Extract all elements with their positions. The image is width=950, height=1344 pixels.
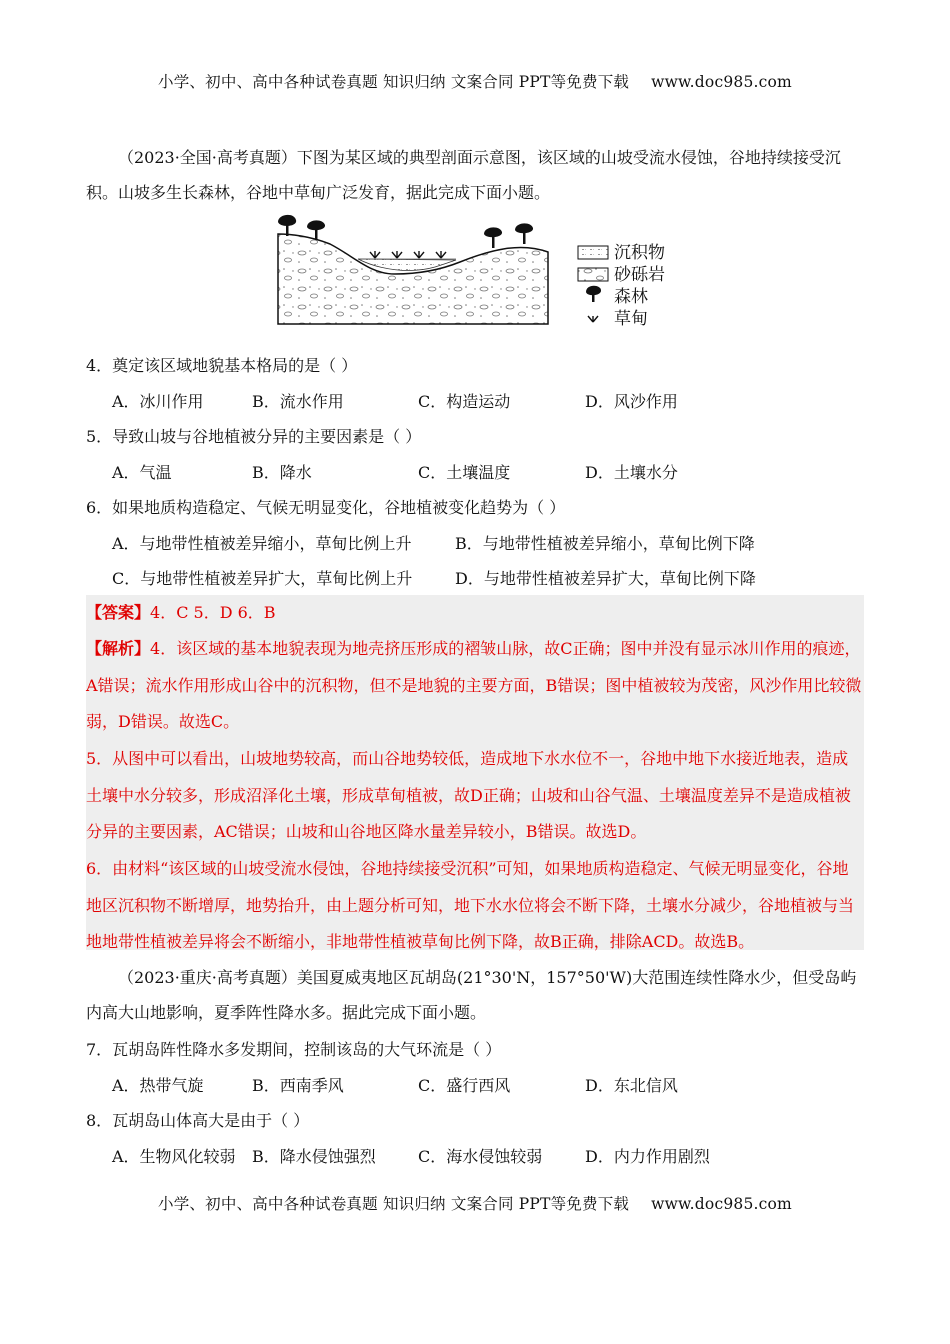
- forest-tree: [515, 223, 533, 244]
- q6-option-b[interactable]: B．与地带性植被差异缩小，草甸比例下降: [455, 534, 755, 553]
- question-8-stem: 8．瓦胡岛山体高大是由于（ ）: [86, 1111, 310, 1130]
- q7-option-d[interactable]: D．东北信风: [585, 1076, 678, 1095]
- q7-option-a[interactable]: A．热带气旋: [112, 1076, 204, 1095]
- q4-option-c[interactable]: C．构造运动: [418, 392, 511, 411]
- legend-meadow-label: 草甸: [614, 309, 648, 328]
- legend-meadow-icon: [588, 316, 598, 322]
- q7-option-b[interactable]: B．西南季风: [252, 1076, 344, 1095]
- question-6-stem: 6．如果地质构造稳定、气候无明显变化，谷地植被变化趋势为（ ）: [86, 498, 566, 517]
- intro-passage-2: （2023·重庆·高考真题）美国夏威夷地区瓦胡岛(21°30'N，157°50'W)大范围连续性降水少，但受岛屿内高大山地影响，夏季阵性降水多。据此完成下面小题。: [86, 968, 857, 1022]
- q8-option-d[interactable]: D．内力作用剧烈: [585, 1147, 710, 1166]
- q5-option-d[interactable]: D．土壤水分: [585, 463, 678, 482]
- header-url[interactable]: www.doc985.com: [651, 73, 792, 91]
- forest-tree: [278, 215, 296, 236]
- header-text: 小学、初中、高中各种试卷真题 知识归纳 文案合同 PPT等免费下载: [158, 73, 630, 91]
- page-header: [0, 70, 950, 92]
- question-4-stem: 4．奠定该区域地貌基本格局的是（ ）: [86, 356, 358, 375]
- answer-tag: 【答案】: [86, 603, 151, 622]
- answer-text: 4．C 5．D 6．B: [150, 603, 276, 622]
- meadow-marks: [370, 251, 446, 258]
- question-5-stem: 5．导致山坡与谷地植被分异的主要因素是（ ）: [86, 427, 422, 446]
- q8-option-b[interactable]: B．降水侵蚀强烈: [252, 1147, 376, 1166]
- legend-sediment-label: 沉积物: [614, 243, 665, 262]
- forest-tree: [484, 227, 502, 248]
- gravel-layer: [278, 234, 548, 324]
- q4-option-a[interactable]: A．冰川作用: [112, 392, 204, 411]
- analysis-4-text: 4．该区域的基本地貌表现为地壳挤压形成的褶皱山脉，故C正确；图中并没有显示冰川作用的痕迹，A错误；流水作用形成山谷中的沉积物，但不是地貌的主要方面，B错误；图中植被较为茂密，风沙作用比较微弱，D错误。故选C。: [86, 639, 862, 731]
- cross-section-diagram: [270, 212, 690, 330]
- analysis-4: [86, 631, 864, 741]
- legend-forest-label: 森林: [614, 287, 648, 306]
- footer-url[interactable]: www.doc985.com: [651, 1195, 792, 1213]
- q6-option-a[interactable]: A．与地带性植被差异缩小，草甸比例上升: [112, 534, 412, 553]
- q4-option-d[interactable]: D．风沙作用: [585, 392, 678, 411]
- analysis-tag: 【解析】: [86, 639, 151, 658]
- analysis-6: 6．由材料“该区域的山坡受流水侵蚀，谷地持续接受沉积”可知，如果地质构造稳定、气候无明显变化，谷地地区沉积物不断增厚，地势抬升，由上题分析可知，地下水水位将会不断下降，土壤水分减少，谷地植被与当地地带性植被差异将会不断缩小，非地带性植被草甸比例下降，故B正确，排除ACD。故选B。: [86, 859, 855, 951]
- analysis-5: 5．从图中可以看出，山坡地势较高，而山谷地势较低，造成地下水水位不一，谷地中地下水接近地表，造成土壤中水分较多，形成沼泽化土壤，形成草甸植被，故D正确；山坡和山谷气温、土壤温度差异不是造成植被分异的主要因素，AC错误；山坡和山谷地区降水量差异较小，B错误。故选D。: [86, 749, 851, 841]
- legend-forest-icon: [586, 286, 601, 302]
- q6-option-c[interactable]: C．与地带性植被差异扩大，草甸比例上升: [112, 569, 413, 588]
- answer-line: [86, 595, 864, 632]
- page-footer: [0, 1192, 950, 1214]
- q8-option-a[interactable]: A．生物风化较弱: [112, 1147, 236, 1166]
- q5-option-c[interactable]: C．土壤温度: [418, 463, 511, 482]
- question-7-stem: 7．瓦胡岛阵性降水多发期间，控制该岛的大气环流是（ ）: [86, 1040, 502, 1059]
- q5-option-a[interactable]: A．气温: [112, 463, 172, 482]
- q6-option-d[interactable]: D．与地带性植被差异扩大，草甸比例下降: [455, 569, 756, 588]
- footer-text: 小学、初中、高中各种试卷真题 知识归纳 文案合同 PPT等免费下载: [158, 1195, 630, 1213]
- q7-option-c[interactable]: C．盛行西风: [418, 1076, 511, 1095]
- q4-option-b[interactable]: B．流水作用: [252, 392, 344, 411]
- legend-gravel-label: 砂砾岩: [614, 265, 665, 284]
- legend: [578, 243, 665, 328]
- intro-passage-1: （2023·全国·高考真题）下图为某区域的典型剖面示意图，该区域的山坡受流水侵蚀，谷地持续接受沉积。山坡多生长森林，谷地中草甸广泛发育，据此完成下面小题。: [86, 148, 841, 202]
- q8-option-c[interactable]: C．海水侵蚀较弱: [418, 1147, 543, 1166]
- q5-option-b[interactable]: B．降水: [252, 463, 312, 482]
